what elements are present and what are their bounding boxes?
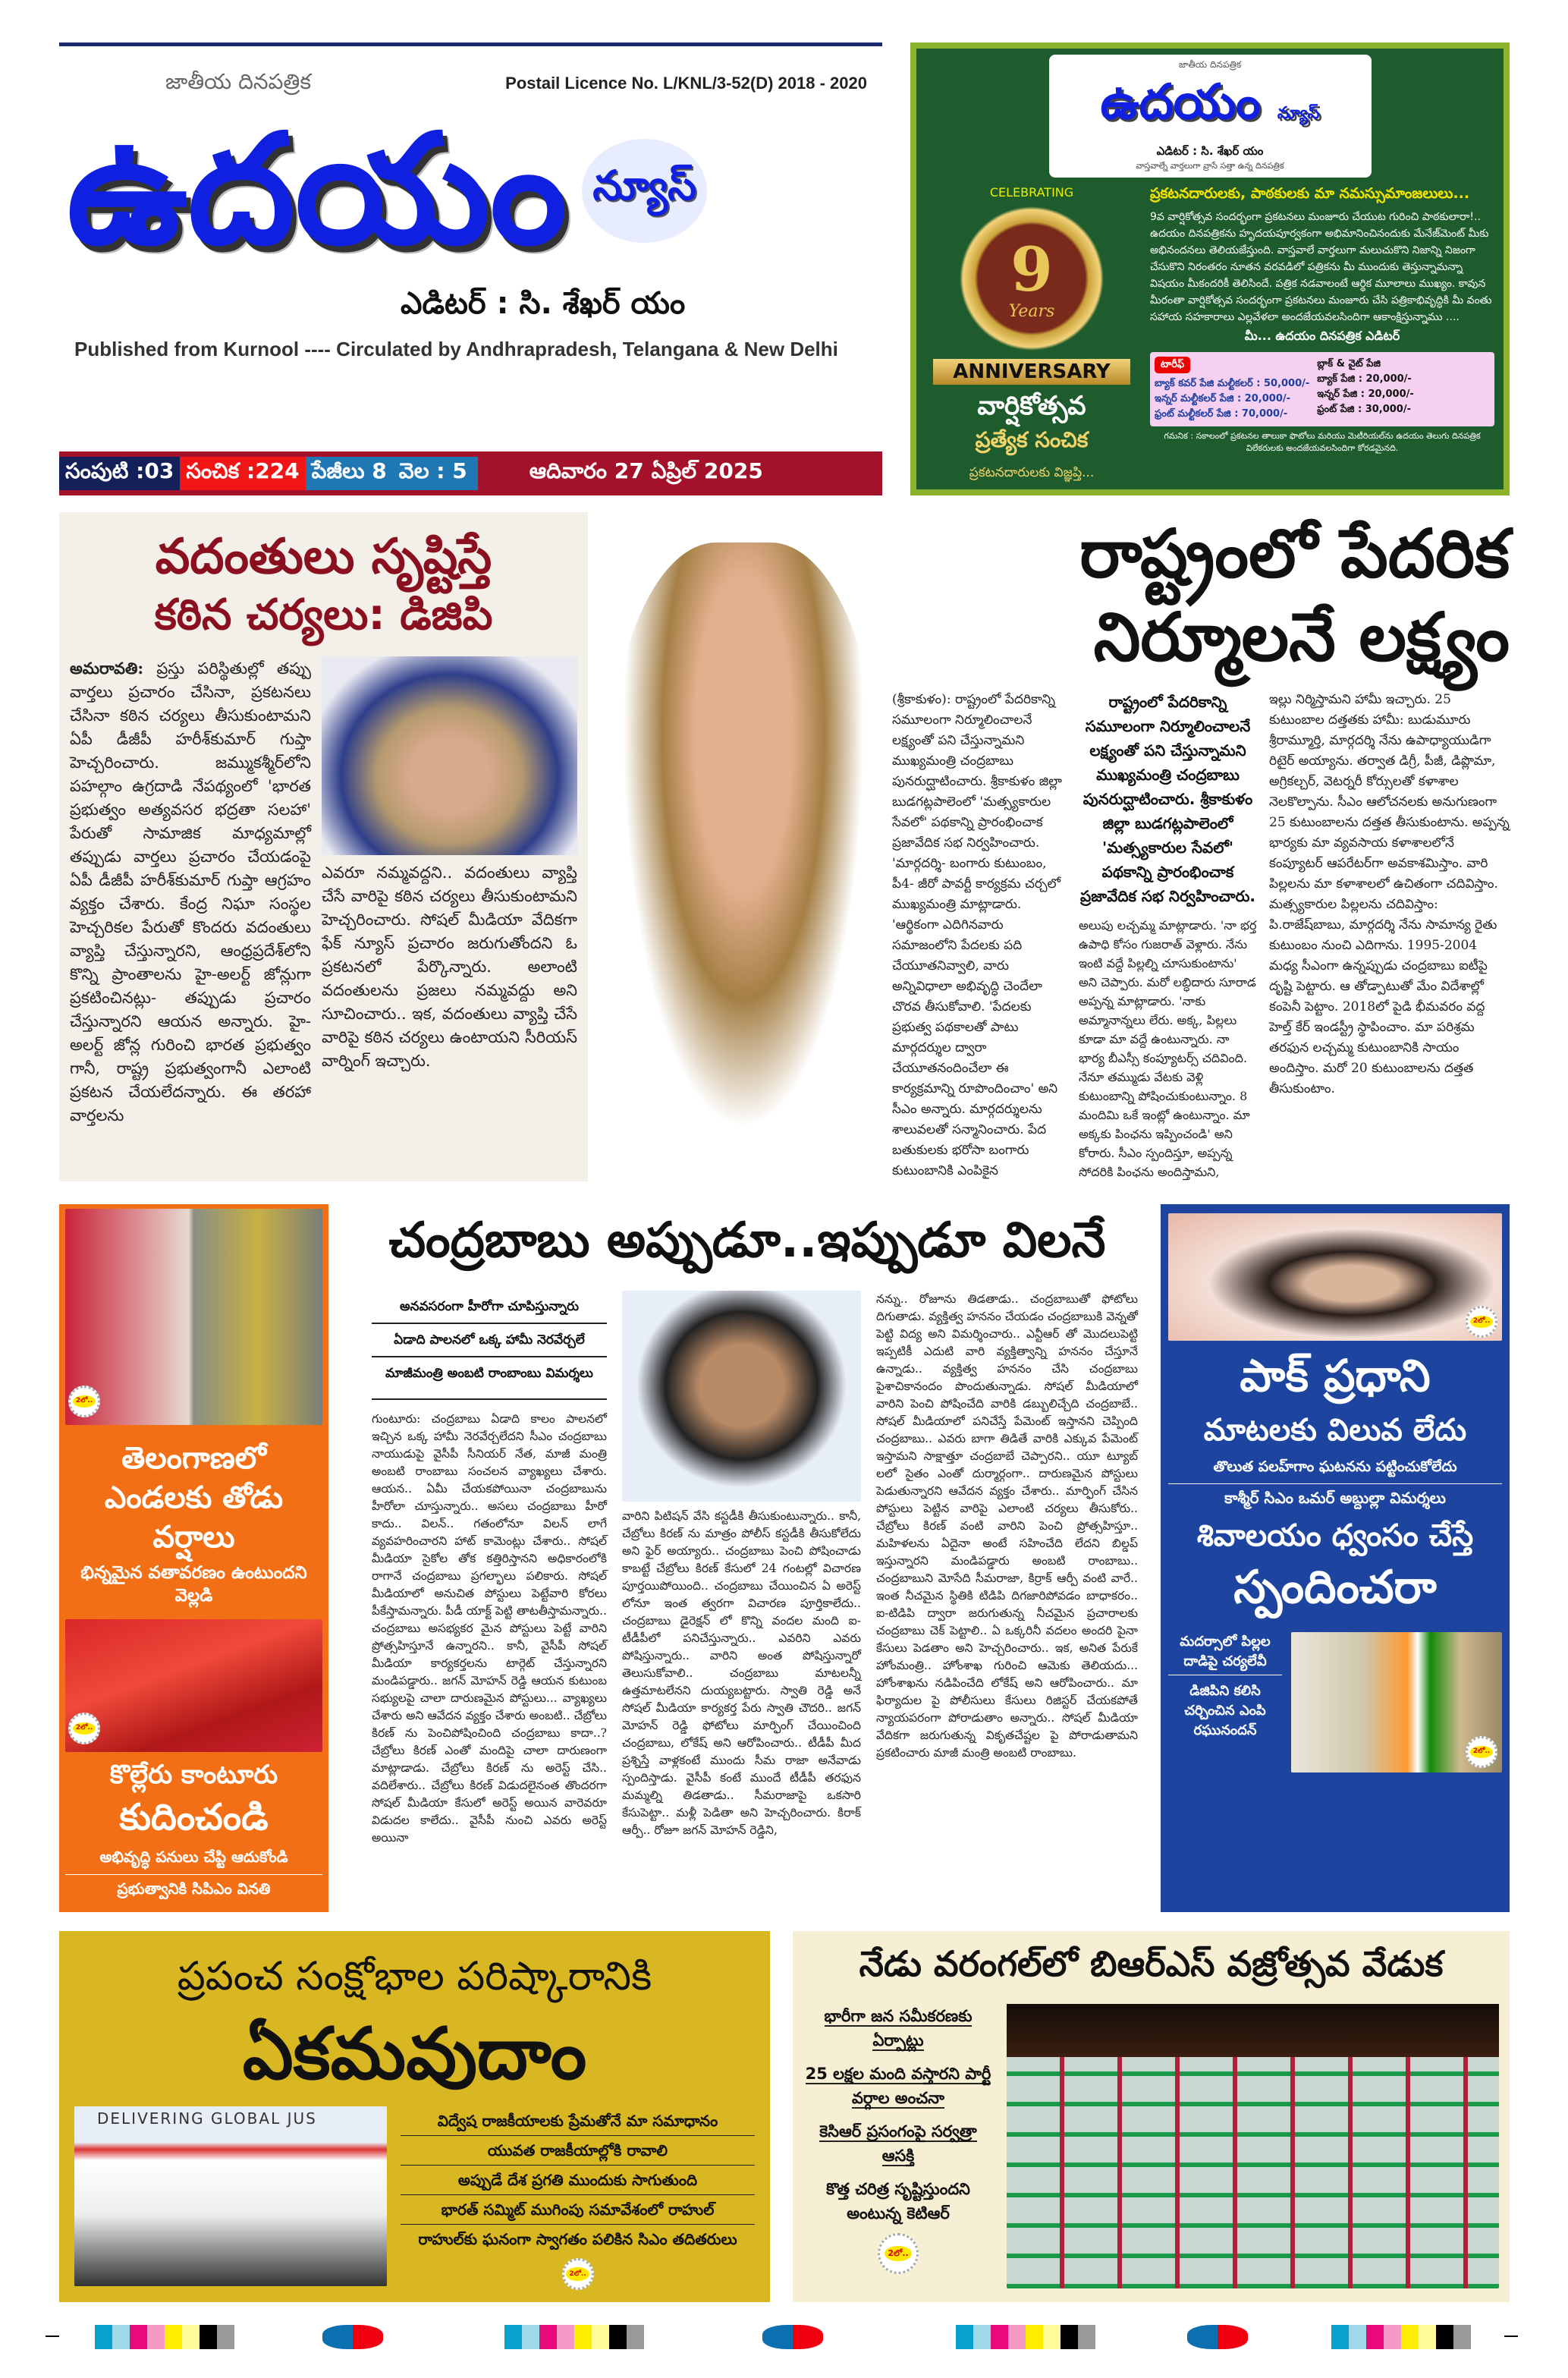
dgp-body-col1: ప్రస్తు పరిస్థితుల్లో తప్పు వార్తలు ప్రచారం చేసినా, ప్రకటనలు చేసినా కఠిన చర్యలు తీసుకుంటామని ఏపీ డీజీపీ హరీశ్‌కుమార్ గుప్తా హెచ్చరించారు. జమ్ముకశ్మీర్‌లోని పహల్గాం ఉగ్రదాడి నేపథ్యంలో 'భారత ప్రభుత్వం అత్యవసర భద్రతా సలహా' పేరుతో సామాజిక మాధ్యమాల్లో తప్పుడు వార్తలు ప్రచారం చేయడంపై ఏపీ డీజీపీ హరీశ్‌కుమార్ గుప్తా ఆగ్రహం వ్యక్తం చేశారు. కేంద్ర నిఘా సంస్థల హెచ్చరికల పేరుతో కొందరు వదంతులు వ్యాప్తి చేస్తున్నారని, ఆంధ్రప్రదేశ్‌లోని కొన్ని ప్రాంతాలను హై-అలర్ట్ జోన్లుగా ప్రకటించినట్లు- తప్పుడు ప్రచారం చేస్తున్నారని ఆయన అన్నారు. హై- అలర్ట్ జోన్ల గురించి భారత ప్రభుత్వం గానీ, రాష్ట్ర ప్రభుత్వంగానీ ఎలాంటి ప్రకటన చేయలేదన్నారు. ఈ తరహా వార్తలను: [70, 659, 311, 1125]
ambati-photo: [622, 1291, 861, 1502]
lead-headline-1: రాష్ట్రంలో పేదరిక: [1079, 514, 1510, 593]
volume-number: సంపుటి :03: [59, 457, 180, 490]
rahul-point: రాహుల్‌కు ఘనంగా స్వాగతం పలికిన సిఎం తదితరులు: [418, 2230, 737, 2248]
ad-footer-left: ప్రకటనదారులకు విజ్ఞప్తి...: [969, 465, 1095, 480]
color-swatch: [557, 2325, 574, 2349]
color-swatch: [1366, 2325, 1384, 2349]
color-swatch: [592, 2325, 609, 2349]
raghunandan-side-1: మదర్సాలో పిల్లల దాడిపై చర్యలేవీ: [1168, 1632, 1282, 1675]
second-row: [59, 1204, 1510, 1912]
color-swatch: [165, 2325, 182, 2349]
cpm-flags-photo: [65, 1619, 322, 1752]
kolleru-subhead-2: ప్రభుత్వానికి సిపిఎం వినతి: [117, 1879, 271, 1898]
dgp-story: [59, 512, 588, 1181]
color-swatch: [956, 2325, 973, 2349]
brs-point: 25 లక్షల మంది వస్తారని పార్టీ వర్గాల అంచనా: [805, 2065, 991, 2107]
lead-headline: [892, 512, 1510, 679]
bottom-row: [59, 1931, 1510, 2302]
kolleru-subhead: అభివృద్ధి పనులు చేప్టి ఆదుకోండి: [65, 1848, 322, 1875]
weather-headline: తెలంగాణలో ఎండలకు తోడు వర్షాలు: [104, 1441, 284, 1555]
registration-pill: [762, 2325, 823, 2349]
rahul-headline-2: ఏకమవుదాం: [242, 2013, 587, 2096]
kashmir-headline-2: మాటలకు విలువ లేదు: [1203, 1413, 1467, 1448]
dgp-photo: [322, 656, 577, 855]
badge-ribbon: ANNIVERSARY: [933, 359, 1130, 385]
ambati-subhead: అనవసరంగా హీరోగా చూపిస్తున్నారు: [372, 1291, 607, 1324]
ad-logo-box: [1049, 55, 1372, 178]
lead-body-col3: ఇల్లు నిర్మిస్తామని హామీ ఇచ్చారు. 25 కుటుంబాల దత్తతకు హామీ: బుడుమూరు శ్రీరామ్మూర్తి, మార్గదర్శి నేను ఉపాధ్యాయుడిగా రిటైర్ అయ్యాను. తర్వాత డిగ్రీ, పీజీ, డిప్లొమా, అగ్రికల్చర్, వెటర్నరీ కోర్సులతో కళాశాల నెలకొల్పాను. సీఎం ఆలోచనలకు అనుగుణంగా 25 కుటుంబాలను దత్తత తీసుకుంటాను. అప్పన్న భార్యకు మా వ్యవసాయ కళాశాలలోనే కంప్యూటర్ ఆపరేటర్‌గా అవకాశమిస్తాం. వారి పిల్లలను మా కళాశాలలో ఉచితంగా చదివిస్తాం. మత్స్యకారుల పిల్లలను చదివిస్తాం: పి.రాజేష్‌బాబు, మార్గదర్శి నేను సామాన్య రైతు కుటుంబం నుంచి ఎదిగాను. 1995-2004 మధ్య సీఎంగా ఉన్నప్పుడు చంద్రబాబు ఐటీపై దృష్టి పెట్టారు. ఆ తోడ్పాటుతో మేం విదేశాల్లో కంపెనీ పెట్టాం. 2018లో పైడి భీమవరం వద్ద హెల్త్ కేర్ ఇండస్ట్రీ స్థాపించాం. మా పరిశ్రమ తరఫున లచ్చమ్మ కుటుంబానికి సాయం అందిస్తాం. మరో 20 కుటుంబాలను దత్తత తీసుకుంటాం.: [1269, 692, 1510, 1096]
color-swatch: [1436, 2325, 1453, 2349]
ambati-body-col3: నన్ను.. రోజూను తిడతాడు.. చంద్రబాబుతో ఫోటోలు దిగుతాడు. వ్యక్తిత్వ హననం చేయడం చంద్రబాబుకి వెన్నతో పెట్టి విద్య అని విమర్శించారు.. ఎన్టీఆర్ తో మొదలుపెట్టి ఇప్పటికీ ఎదుటి వారి వ్యక్తిత్వాన్ని హననం చేస్తూనే ఉన్నాడు.. వ్యక్తిత్వ హననం చేసి చంద్రబాబు పైశాచికానందం పొందుతున్నాడు. సోషల్ మీడియాలో వారిని పెంచి పోషించేది వారికి డబ్బులిచ్చేది చంద్రబాబే.. సోషల్ మీడియాలో పనిచేస్తే పేమెంట్ ఇస్తానని చెప్పింది చంద్రబాబు.. ఎవరు బాగా తిడితే వారికి ఎక్కువ పేమెంట్ ఇస్తామని సాక్షాత్తూ చంద్రబాబే చెప్పారని.. యూ ట్యూబ్ లలో సైతం ఎంతో దుర్మార్గంగా.. దారుణమైన పోస్టులు పెడుతున్నారని ఆవేదన వ్యక్తం చేశారు.. మార్ఫింగ్ చేసిన పోస్టులు పెట్టిన వారిపై ఎలాంటి చర్యలు తీసుకోరు.. చేబ్రోలు కిరణ్ వంటి వారిని పెంచి ప్రోత్సహిస్తూ.. మహిళలను ఏదైనా అంటే సహించేది లేదని బిల్డప్ ఇస్తున్నారని మండిపడ్డారు అంబటి రాంబాబు.. చంద్రబాబుని మోసేది సీమరాజా, కిర్రాక్ ఆర్పీ వంటి వారే.. ఇంత నీచమైన స్థితికి టిడిపి దిగజారిపోవడం బాధాకరం.. ఐ-టిడిపి ద్వారా జరుగుతున్న నీచమైన ప్రచారాలకు చంద్రబాబు చెక్ పెట్టాలి.. ఏ ఒక్కరినీ వదలం అందరి పైనా కేసులు పెడతాం అని హెచ్చరించారు.. ఇక, అనిత పేరుకే హోంమంత్రి.. హోంశాఖ గురించి ఆమెకు తెలియదు... హోంశాఖను నడిపించేది లోకేష్ అని ఆరోపించారు.. మా ఫిర్యాదుల పై పోలీసులు కేసులు రిజిస్టర్ చేయకపోతే న్యాయపరంగా పోరాడుతాం అన్నారు.. సోషల్ మీడియా వేదికగా జరుగుతున్న వికృతచేష్టల పై పోరాడుతామని ప్రకటించారు మాజీ మంత్రి అంబటి రాంబాబు.: [876, 1292, 1138, 1760]
brs-points: [803, 2004, 993, 2288]
crop-mark-icon: [1504, 2336, 1518, 2337]
color-swatch: [1401, 2325, 1419, 2349]
ambati-subhead: ఏడాది పాలనలో ఒక్క హామీ నెరవేర్చలే: [372, 1324, 607, 1357]
anniversary-badge-icon: [956, 203, 1108, 354]
ambati-body-col2: వారిని పిటిషన్ వేసి కస్టడీకి తీసుకుంటున్నారు.. కానీ, చేబ్రోలు కిరణ్ ను మాత్రం పోలీస్ కస్టడీకి తీసుకోలేదు అని ఫైర్ అయ్యారు.. చంద్రబాబు పెంచి పోషించాడు కాబట్టే చేబ్రోలు కిరణ్ కేసులో 24 గంటల్లో విచారణ పూర్తయిపోయింది.. చంద్రబాబు చేయించిన ఏ అరెస్ట్ లోనూ ఇంత త్వరగా విచారణ పూర్తికాలేదు.. చంద్రబాబు డైరెక్షన్ లో కొన్ని వందల మంది ఐ-టీడీపీలో పనిచేస్తున్నారు.. ఎవరిని ఎవరు పోషిస్తున్నారు.. వారిని అంత పోషిస్తున్నారో తెలుసుకోవాలి.. చంద్రబాబు మాటలన్నీ ఉత్తమాటలేనని దుయ్యబట్టారు. స్వాతి రెడ్డి అనే సోషల్ మీడియా కార్యకర్త పేరు స్వాతి చౌదరి.. జగన్ మోహన్ రెడ్డి ఫోటోలు మార్ఫింగ్ చేయించింది చంద్రబాబు, లోకేష్ అని ఆరోపించారు.. టీడీపీ మీద ప్రశ్నిస్తే వాళ్లకంటే ముందు సీమ రాజా అనేవాడు స్పందిస్తాడు. వైసీపీ కంటే ముందే టీడీపీ తరఫున మమ్మల్ని తిడతాడు.. సీమరాజాపై ఒకసారి కేసుపెట్టా.. మళ్లీ పెడితా అని హెచ్చరించారు. కిరాక్ ఆర్పీ.. రోజూ జగన్ మోహన్ రెడ్డిని,: [622, 1509, 861, 1837]
brs-point: కొత్త చరిత్ర సృష్టిస్తుందని అంటున్న కెటిఆర్: [826, 2180, 970, 2222]
lead-highlight: రాష్ట్రంలో పేదరికాన్ని సమూలంగా నిర్మూలించాలనే లక్ష్యంతో పని చేస్తున్నామని ముఖ్యమంత్రి చంద్రబాబు పునరుద్ఘాటించారు. శ్రీకాకుళం జిల్లా బుడగట్లపాలెంలో 'మత్స్యకారుల సేవలో' పథకాన్ని ప్రారంభించాక ప్రజావేదిక సభ నిర్వహించారు.: [1080, 693, 1255, 905]
ad-right-column: [1150, 185, 1494, 483]
dgp-headline-1: వదంతులు సృష్టిస్తే: [155, 529, 492, 585]
color-swatch: [991, 2325, 1008, 2349]
anniversary-ad: [910, 42, 1510, 495]
color-swatch: [1384, 2325, 1401, 2349]
masthead: [59, 42, 882, 495]
tariff-item: ఇన్నర్ మల్టీకలర్ పేజి : 20,000/-: [1155, 393, 1291, 404]
ad-message: 9వ వార్షికోత్సవ సందర్భంగా ప్రకటనలు మంజూరు చేయుట గురించి పాఠకులారా!.. ఉదయం దినపత్రికను హృదయపూర్వకంగా అభిమానించినందుకు మేనేజ్‌మెంట్ మీకు అభినందనలు తెలియజేస్తుంది. వాస్తవాలే వార్తలుగా మలుచుకొని నిజాన్ని నిజంగా చేసుకొని నిరంతరం నూతన వరవడిలో పత్రికను మీ ముందుకు తెస్తున్నామన్నా విషయం మీకందరికీ తెలిసిందే. పత్రిక నడవాలంటే ఆర్థిక మూలాలు ముఖ్యం. కావున మీరంతా వార్షికోత్సవ సందర్భంగా ప్రకటనలు మంజూరు చేసి పత్రికాభివృద్ధికి మీ వంతు సహాయ సహకారాలు ఎల్లవేళలా అందజేయవలసిందిగా ఆకాంక్షిస్తున్నాము ....: [1150, 211, 1492, 323]
tariff-bw-title: బ్లాక్ & వైట్ పేజి: [1317, 358, 1381, 370]
price: వెల : 5: [393, 457, 478, 490]
badge-celebrating: CELEBRATING: [989, 185, 1074, 200]
page-ref-stamp[interactable]: 2లో..: [68, 1713, 100, 1744]
editor-line: ఎడిటర్ : సి. శేఖర్ యం: [401, 286, 686, 321]
page-ref-stamp[interactable]: 2లో..: [68, 1386, 100, 1417]
rahul-event-photo: [74, 2106, 387, 2286]
raghunandan-photo: [1291, 1632, 1502, 1772]
tariff-label: టారీఫ్: [1155, 357, 1190, 373]
registration-pill: [322, 2325, 383, 2349]
chief-minister-photo: [607, 543, 880, 1181]
logo-news-badge: న్యూస్: [582, 139, 707, 243]
tariff-color-list: [1155, 357, 1309, 422]
omar-abdullah-photo: [1168, 1213, 1502, 1341]
kashmir-headline-1: పాక్ ప్రధాని: [1240, 1350, 1431, 1401]
kolleru-headline-1: కొల్లేరు కాంటూరు: [109, 1760, 278, 1790]
tariff-box: [1150, 352, 1494, 426]
rahul-point: అప్పుడే దేశ ప్రగతి ముందుకు సాగుతుంది: [401, 2166, 755, 2195]
rahul-summit-box: [59, 1931, 770, 2302]
lead-story: [607, 512, 1510, 1181]
ambati-story: [349, 1204, 1145, 1912]
lead-row: [59, 512, 1510, 1181]
tariff-bw-list: [1317, 357, 1414, 422]
published-line: Published from Kurnool ---- Circulated by Andhrapradesh, Telangana & New Delhi: [74, 338, 838, 360]
tariff-item: ఫ్రంట్ మల్టీకలర్ పేజి : 70,000/-: [1155, 408, 1288, 420]
ad-editor: ఎడిటర్ : సి. శేఖర్ యం: [1156, 144, 1264, 158]
color-swatch: [574, 2325, 592, 2349]
weather-photo: [65, 1209, 322, 1425]
issue-info-bar: [59, 451, 882, 495]
lead-body-col1: (శ్రీకాకుళం): రాష్ట్రంలో పేదరికాన్ని సమూలంగా నిర్మూలించాలనే లక్ష్యంతో పని చేస్తున్నామని ముఖ్యమంత్రి చంద్రబాబు పునరుద్ఘాటించారు. శ్రీకాకుళం జిల్లా బుడగట్లపాలెంలో 'మత్స్యకారుల సేవలో' పథకాన్ని ప్రారంభించాక ప్రజావేదిక సభ నిర్వహించారు. 'మార్గదర్శి- బంగారు కుటుంబం, పీ4- జీరో పావర్టీ కార్యక్రమ చర్చలో ముఖ్యమంత్రి మాట్లాడారు. 'ఆర్థికంగా ఎదిగినవారు సమాజంలోని పేదలకు పది చేయూతనివ్వాలి, వారు అన్నివిధాలా అభివృద్ధి చెందేలా చొరవ తీసుకోవాలి. 'పేదలకు ప్రభుత్వ పథకాలతో పాటు మార్గదర్శుల ద్వారా చేయూతనందించేలా ఈ కార్యక్రమాన్ని రూపొందించాం' అని సీఎం అన్నారు. మార్గదర్శులను శాలువలతో సన్మానించారు. పేద బతుకులకు భరోసా బంగారు కుటుంబానికి ఎంపికైన: [892, 692, 1062, 1178]
ad-note: గమనిక : సకాలంలో ప్రకటనల తాలుకా ఫొటోలు మరియు మెటీరియల్‌ను ఉదయం తెలుగు దినపత్రిక విలేకరులకు అందజేయవలసిందిగా కోరడమైనది.: [1164, 431, 1481, 453]
color-swatch: [1061, 2325, 1078, 2349]
tariff-item: ఫ్రంట్ పేజి : 30,000/-: [1317, 404, 1411, 415]
page-count: పేజీలు 8: [306, 457, 393, 490]
ad-logo-tagline: జాతీయ దినపత్రిక: [1178, 59, 1242, 70]
dgp-body-col2: ఎవరూ నమ్మవద్దని.. వదంతులు వ్యాప్తి చేసే వారిపై కఠిన చర్యలు తీసుకుంటామని హెచ్చరించారు. సోషల్ మీడియా వేదికగా ఫేక్ న్యూస్ ప్రచారం జరుగుతోందని ఓ ప్రకటనలో పేర్కొన్నారు. అలాంటి వదంతులను ప్రజలు నమ్మవద్దు అని సూచించారు.. ఇక, వదంతులు వ్యాప్తి చేసే వారిపై కఠిన చర్యలు ఉంటాయని సీరియస్ వార్నింగ్ ఇచ్చారు.: [322, 863, 577, 1070]
page-ref-stamp[interactable]: 2లో..: [878, 2233, 919, 2274]
brs-point: భారీగా జన సమీకరణకు ఏర్పాట్లు: [824, 2007, 973, 2049]
masthead-tagline: జాతీయ దినపత్రిక: [165, 69, 311, 94]
kashmir-subhead-2: కాశ్మీర్ సిఎం ఒమర్ అబ్దుల్లా విమర్శలు: [1224, 1489, 1446, 1507]
ad-signature: మీ... ఉదయం దినపత్రిక ఎడిటర్: [1244, 329, 1400, 343]
color-swatch: [1453, 2325, 1471, 2349]
ad-motto: వాస్తవాల్నే వార్తలుగా వ్రాసే సత్తా ఉన్న దినపత్రిక: [1136, 161, 1284, 171]
tariff-item: ఇన్నర్ పేజి : 20,000/-: [1317, 388, 1414, 400]
ad-title-1: వార్షికోత్సవ: [977, 391, 1086, 421]
rahul-point: విద్వేష రాజకీయాలకు ప్రేమతోనే మా సమాధానం: [401, 2106, 755, 2136]
color-swatch: [1331, 2325, 1349, 2349]
brs-celebration-box: [793, 1931, 1510, 2302]
ambati-headline: చంద్రబాబు అప్పుడూ..ఇప్పుడూ విలనే: [388, 1213, 1106, 1269]
color-swatch: [217, 2325, 234, 2349]
night-sky: [1007, 2004, 1499, 2057]
color-swatch: [182, 2325, 200, 2349]
ambati-subheads: [372, 1291, 607, 1400]
page-ref-stamp[interactable]: 2లో..: [1466, 1736, 1497, 1768]
header-row: [59, 42, 1510, 495]
color-swatch: [627, 2325, 644, 2349]
rahul-headline-1: ప్రపంచ సంక్షోభాల పరిష్కారానికి: [177, 1954, 652, 1999]
rahul-points: [401, 2106, 755, 2290]
print-color-bars: [0, 2325, 1568, 2363]
badge-years: Years: [1008, 301, 1055, 321]
rahul-point: భారత్ సమ్మిట్ ముగింపు సమావేశంలో రాహుల్: [401, 2195, 755, 2225]
page-ref-stamp[interactable]: 2లో..: [1466, 1306, 1497, 1338]
color-swatch: [1043, 2325, 1061, 2349]
kolleru-headline-2: కుదించండి: [119, 1796, 269, 1839]
kashmir-box: [1161, 1204, 1510, 1912]
ad-logo: ఉదయం: [1100, 74, 1261, 131]
weather-subhead: భిన్నమైన వతావరణం ఉంటుందని వెల్లడి: [80, 1563, 307, 1606]
raghunandan-side-2: డిజిపిని కలిసి చర్చించిన ఎంపి రఘునందన్: [1184, 1683, 1266, 1738]
postal-licence: Postail Licence No. L/KNL/3-52(D) 2018 - 2020: [505, 74, 867, 93]
shivalayam-headline-2: స్పందించరా: [1233, 1561, 1437, 1614]
color-swatch: [1078, 2325, 1095, 2349]
telangana-weather-box: [59, 1204, 328, 1912]
rahul-point: యువత రాజకీయాల్లోకి రావాలి: [401, 2136, 755, 2166]
color-swatch: [504, 2325, 522, 2349]
ad-logo-sub: న్యూస్: [1277, 104, 1320, 123]
color-swatch: [973, 2325, 991, 2349]
color-swatch: [130, 2325, 147, 2349]
color-swatch: [1008, 2325, 1026, 2349]
tariff-item: బ్యాక్ పేజి : 20,000/-: [1317, 373, 1412, 385]
color-swatch: [1026, 2325, 1043, 2349]
ambati-body-col1: గుంటూరు: చంద్రబాబు ఏడాది కాలం పాలనలో ఇచ్చిన ఒక్క హామీ నెరవేర్చలేదని సీఎం చంద్రబాబు నాయుడుపై వైసీపీ సీనియర్ నేత, మాజీ మంత్రి అంబటి రాంబాబు సంచలన వ్యాఖ్యలు చేశారు. ఆయన.. ఏమీ చేయకపోయినా చంద్రబాబును హీరోలా చూస్తున్నారు.. అసలు చంద్రబాబు హీరో కాదు.. విలన్.. గతంలోనూ విలన్ లాగే వ్యవహరించారని హాట్ కామెంట్లు చేశారు.. సోషల్ మీడియా సైకోల తోక కత్తిరిస్తానని అధికారంలోకి రాగానే చంద్రబాబు ప్రగల్భాలు పలికారు. సోషల్ మీడియాలో అనుచిత పోస్టులు పెట్టేవారి కోరలు పీకేస్తామన్నారు. పీడీ యాక్ట్ పెట్టి తాటతీస్తామన్నారు.. చంద్రబాబు అసభ్యకర మైన పోస్టులు పెట్టే వారిని ప్రోత్సహిస్తూనే ఉన్నారని.. కానీ, వైసీపీ సోషల్ మీడియా కార్యకర్తలను టార్గెట్ చేస్తున్నారని మండిపడ్డారు.. జగన్ మోహన్ రెడ్డి ఆయన కుటుంబ సభ్యులపై చాలా దారుణమైన పోస్టులు... వ్యాఖ్యలు చేశారు అని ఆవేదన వ్యక్తం చేశారు అంబటి.. చేబ్రోలు కిరణ్ ను పెంచిపోషించింది చంద్రబాబు కాదా..? చేబ్రోలు కిరణ్ ఎంతో మందిపై చాలా దారుణంగా మాట్లాడాడు. చేబ్రోలు కిరణ్ ను అరెస్ట్ చేసి.. వదిలేశారు.. చేబ్రోలు కిరణ్ విడుదలైనంత తొందరగా సోషల్ మీడియా కేసులో అరెస్ట్ అయిన వారెవరూ విడుదల కాలేదు.. వైసీపీ నుంచి ఎవరు అరెస్ట్ అయినా: [372, 1412, 607, 1845]
color-swatch: [95, 2325, 112, 2349]
shivalayam-headline-1: శివాలయం ధ్వంసం చేస్తే: [1196, 1518, 1474, 1553]
lead-headline-2: నిర్మూలనే లక్ష్యం: [1093, 598, 1510, 676]
issue-number: సంచిక :224: [180, 457, 305, 490]
photo-banner-text: DELIVERING GLOBAL JUS: [97, 2109, 317, 2128]
registration-pill: [1187, 2325, 1248, 2349]
color-swatch: [1419, 2325, 1436, 2349]
ad-left-column: [925, 185, 1138, 483]
lead-body-col2: అలుపు లచ్చమ్మ మాట్లాడారు. 'నా భర్త ఉపాధి కోసం గుజరాత్ వెళ్లారు. నేను ఇంటి వద్దే పిల్లల్ని చూసుకుంటాను' అని చెప్పారు. మరో లబ్ధిదారు సూరాడ అప్పన్న మాట్లాడారు. 'నాకు అమ్మానాన్నలు లేరు. అక్క, పిల్లలు కూడా మా వద్దే ఉంటున్నారు. నా భార్య బీఎస్సీ కంప్యూటర్స్ చదివింది. నేనూ తమ్ముడు వేటకు వెళ్లి కుటుంబాన్ని పోషించుకుంటున్నాం. 8 మందిమి ఒకే ఇంట్లో ఉంటున్నాం. మా అక్కకు పింఛను ఇప్పించండి' అని కోరారు. సీఎం స్పందిస్తూ, అప్పన్న సోదరికి పింఛను అందిస్తామని,: [1079, 918, 1257, 1179]
color-swatch: [539, 2325, 557, 2349]
color-swatch: [112, 2325, 130, 2349]
color-swatch: [609, 2325, 627, 2349]
badge-number: 9: [1010, 233, 1053, 305]
dgp-dateline: అమరావతి:: [70, 659, 144, 678]
ad-heading: ప్రకటనదారులకు, పాఠకులకు మా నమస్సుమాంజలులు...: [1150, 185, 1470, 202]
ambati-subhead: మాజీమంత్రి అంబటి రాంబాంబు విమర్శలు: [372, 1357, 607, 1400]
color-swatch: [147, 2325, 165, 2349]
newspaper-logo: ఉదయం: [67, 102, 567, 278]
tariff-item: బ్యాక్ కవర్ పేజి మల్టీకలర్ : 50,000/-: [1155, 378, 1310, 389]
ad-title-2: ప్రత్యేక సంచిక: [975, 427, 1089, 452]
kashmir-subhead-1: తొలుత పలహ్‌గాం ఘటనను పట్టించుకోలేదు: [1168, 1458, 1502, 1484]
brs-headline: నేడు వరంగల్‌లో బిఆర్ఎస్ వజ్రోత్సవ వేడుక: [859, 1943, 1444, 1984]
dgp-headline-2: కఠిన చర్యలు: డిజిపి: [154, 590, 493, 640]
warangal-venue-photo: [1007, 2004, 1499, 2288]
crop-mark-icon: [46, 2336, 59, 2337]
brs-point: కెసిఆర్ ప్రసంగంపై సర్వత్రా ఆసక్తి: [819, 2122, 977, 2165]
color-swatch: [1349, 2325, 1366, 2349]
issue-date: ఆదివారం 27 ఏప్రిల్ 2025: [529, 458, 763, 483]
color-swatch: [522, 2325, 539, 2349]
color-swatch: [200, 2325, 217, 2349]
page-ref-stamp[interactable]: 2లో..: [562, 2258, 594, 2290]
